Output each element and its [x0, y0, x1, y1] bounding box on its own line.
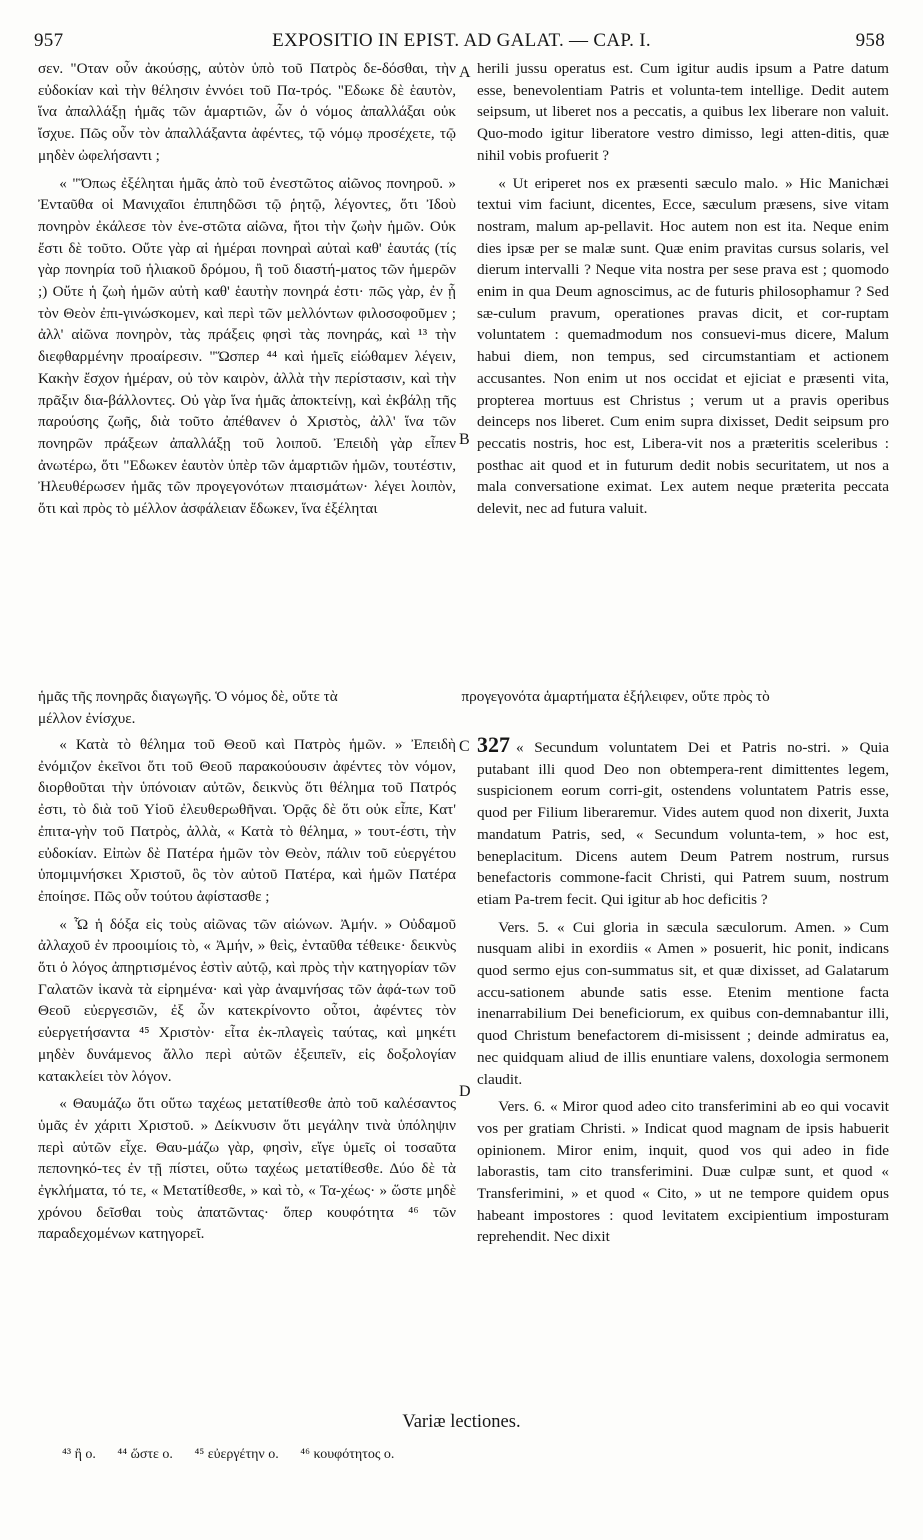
margin-letter-a: A [459, 64, 471, 81]
span-text-1: ἡμᾶς τῆς πονηρᾶς διαγωγῆς. Ὁ νόμος δὲ, οὔτε τὰ [38, 688, 338, 705]
latin-column-bottom [477, 734, 889, 1254]
variant-note: ⁴⁵ εὐεργέτην ο. [194, 1447, 279, 1462]
greek-paragraph: « Ὧ ἡ δόξα εἰς τοὺς αἰῶνας τῶν αἰώνων. Ἀμήν. » Οὐδαμοῦ ἀλλαχοῦ ἐν προοιμίοις τὸ, « Ἀμήν, » θεὶς, ἐνταῦθα τέθεικε· δεικνὺς ὅτι ὁ λόγος ἀπηρτισμένος ἐστὶν αὐτῷ, καὶ πρὸς τὴν κατηγορίαν τῶν Γαλατῶν ἱκανὰ τὰ εἰρημένα· καὶ γὰρ ἀναμνήσας τῶν ἀφά-των τοῦ Θεοῦ εὐεργεσιῶν, ἐξ ὧν κατεκρίνοντο οὗτοι, ἀφέντες τὸν εὐεργετήσαντα ⁴⁵ Χριστὸν· εἶτα ἐκ-πλαγεὶς ταύτας, καὶ μηκέτι μηδὲν δυνάμενος ἄλλο περὶ αὐτῶν ἐξειπεῖν, εἰς δοξολογίαν κατακλείει τὸν λόγον. [38, 915, 456, 1085]
variant-note: ⁴⁴ ὥστε ο. [117, 1447, 173, 1462]
latin-paragraph: Vers. 6. « Miror quod adeo cito transferimini ab eo qui vocavit vos per gratiam Christi. » Indicat quod magnam de ipsis habuerit opinionem. Miror enim, inquit, quod vos qui adeo in fide laborastis, tam cito transferimini. Duæ culpæ sunt, et quod « Transferimini, » et quod « Cito, » ut ne tempore quidem opus habeant impostores : quod levitatem excipientium imposturam reprehendit. Nec dixit [477, 1098, 889, 1246]
latin-paragraph: « Secundum voluntatem Dei et Patris no-stri. » Quia putabant illi quod Deo non obtempera-rent dimittentes legem, suspicionem eorum corri-git, ostendens voluntatem Patris esse, quod per Filium liberaremur. Vides autem quod non dixerit, Juxta mandatum Patris, sed, « Secundum volunta-tem, » hoc est, beneplacitum. Dicens autem Deum Patrem nostrum, rursus benefactoris commone-facit Christi, qui Patrem suum, nostrum etiam Pa-trem fecit. Qui igitur ab hoc deficitis ? [477, 739, 889, 908]
span-text-3: μέλλον ἐνίσχυε. [38, 709, 136, 727]
variae-lectiones-list [62, 1446, 412, 1464]
page-header [30, 30, 893, 58]
latin-paragraph: Vers. 5. « Cui gloria in sæcula sæculorum. Amen. » Cum nusquam alibi in exordiis « Amen » posuerit, hic ponit, indicans quod sermo ejus con-summatus sit, et quæ dixisset, ad Galatarum accu-sationem abunde satis esse. Etenim mentione facta inenarrabilium Dei beneficiorum, ex quibus con-demnabantur illi, quod Christum benefactorem di-misissent ; deinde admiratus ea, nec quidquam aliud de illis enuntiare valens, doxologia sermonem claudit. [477, 918, 889, 1088]
margin-letter-d: D [459, 1083, 471, 1100]
page-number-left: 957 [34, 30, 64, 51]
latin-column-top [477, 58, 889, 526]
column-number: 327 [477, 732, 510, 757]
latin-paragraph: herili jussu operatus est. Cum igitur audis ipsum a Patre datum esse, benevolentiam Patris et volunta-tem intellige. Dedit autem seipsum, ut liberet nos a peccatis, a quibus lex liberare non valuit. Quo-modo igitur liberatore vestro dimisso, legi atten-ditis, quæ nihil vobis profuerit ? [477, 60, 889, 164]
greek-paragraph: « Θαυμάζω ὅτι οὕτω ταχέως μετατίθεσθε ἀπὸ τοῦ καλέσαντος ὑμᾶς ἐν χάριτι Χριστοῦ. » Δείκνυσιν ὅτι μεγάλην τινὰ ὑπόληψιν περὶ αὐτῶν εἶχε. Θαυ-μάζω γὰρ, φησὶν, εἴγε ὑμεῖς οἱ τοσαῦτα πεπονηκό-τες ἐν τῇ πίστει, οὕτω ταχέως μετατίθεσθε. Δύο δὲ τὰ ἐγκλήματα, τό τε, « Μετατίθεσθε, » καὶ τὸ, « Τα-χέως· » ὥστε μηδὲ χρόνου δεῖσθαι τοὺς ἀπατῶντας· ὅπερ κουφότητα ⁴⁶ τῶν παραδεχομένων κατηγορεῖ. [38, 1095, 456, 1243]
greek-paragraph: « "Ὅπως ἐξέληται ἡμᾶς ἀπὸ τοῦ ἐνεστῶτος αἰῶνος πονηροῦ. » Ἐνταῦθα οἱ Μανιχαῖοι ἐπιπηδῶσι τῷ ῥητῷ, λέγοντες, ὅτι Ἰδοὺ πονηρὸν ἐκάλεσε τὸν ἐνε-στῶτα αἰῶνα, ἤτοι τὴν ζωὴν ἡμῶν. Οὐκ ἔστι δὲ τοῦτο. Οὔτε γὰρ αἱ ἡμέραι πονηραὶ αὐταὶ καθ' ἑαυτάς (τίς γὰρ πονηρία τοῦ ἡλιακοῦ δρόμου, ἢ τοῦ διαστή-ματος τῶν ἡμερῶν ;) Οὔτε ἡ ζωὴ ἡμῶν αὐτὴ καθ' ἑαυτὴν πονηρά ἐστι· πῶς γὰρ, ἐν ᾗ τὸν Θεὸν ἐπι-γινώσκομεν, καὶ περὶ τῶν μελλόντων φιλοσοφοῦμεν ; ἀλλ' αἰῶνα πονηρὸν, τὰς πράξεις φησὶ τὰς πονηράς, καὶ ¹³ τὴν διεφθαρμένην προαίρεσιν. "Ὥσπερ ⁴⁴ καὶ ἡμεῖς εἰώθαμεν λέγειν, Κακὴν ἔσχον ἡμέραν, οὐ τὸν καιρὸν, ἀλλὰ τὴν περίστασιν, καὶ τὴν πρᾶξιν δια-βάλλοντες. Οὐ γὰρ ἵνα ἡμᾶς ἀποκτείνῃ, καὶ ἐκβάλῃ τῆς παρούσης ζωῆς, διὰ τοῦτο ἀπέθανεν ὁ Χριστὸς, ἀλλ' ἵνα τῶν πονηρῶν πράξεων ἀπαλλάξῃ τοῦ λοιποῦ. Ἐπειδὴ γὰρ εἶπεν ἀνωτέρω, ὅτι "Εδωκεν ἑαυτὸν ὑπὲρ τῶν ἁμαρτιῶν ἡμῶν, τουτέστιν, Ἠλευθέρωσεν ἡμᾶς τῶν προγεγονότων πταισμάτων· λέγει λοιπὸν, ὅτι καὶ πρὸς τὸ μέλλον ἀσφάλειαν ἔδωκεν, ἵνα ἐξέληται [38, 174, 456, 518]
variae-lectiones-title: Variæ lectiones. [402, 1412, 521, 1432]
greek-column-top [38, 58, 456, 526]
greek-column-bottom [38, 734, 456, 1251]
running-title: EXPOSITIO IN EPIST. AD GALAT. — CAP. I. [272, 30, 651, 51]
greek-paragraph: σεν. "Οταν οὖν ἀκούσῃς, αὐτὸν ὑπὸ τοῦ Πατρὸς δε-δόσθαι, τὴν εὐδοκίαν καὶ τὴν θέλησιν ἐννόει τοῦ Πα-τρός. "Εδωκε δὲ ἑαυτὸν, ἵνα ἀπαλλάξῃ ἡμᾶς τῶν ἁμαρτιῶν, ὧν ὁ νόμος ἀπαλλάξαι οὐκ ἴσχυε. Πῶς οὖν τὸν ἀπαλλάξαντα ἀφέντες, τῷ νόμῳ προσέχετε, τῷ μηδὲν ὠφελήσαντι ; [38, 60, 456, 164]
latin-paragraph: « Ut eriperet nos ex præsenti sæculo malo. » Hic Manichæi textui vim faciunt, dicentes, Ecce, sæculum præsens, sive vitam nostram, malum ap-pellavit. Hoc autem non est ita. Neque enim dies ipsæ per se malæ sunt. Quæ enim pravitas cursus solaris, vel dierum intervalli ? Neque vita nostra per sese prava est ; quomodo enim in qua Deum agnoscimus, ac de futuris philosophamur ? Sed sæ-culum pravum, operationes pravas dicit, et cor-ruptam voluntatem : quemadmodum nos consuevi-mus dicere, Malum habui diem, non tempus, sed circumstantiam et actionem accusantes. Non enim ut nos occidat et ejiciat e præsenti vita, propterea mortuus est Christus ; verum ut a pravis operibus deinceps nos liberet. Cum enim supra dixisset, Dedit seipsum pro peccatis nostris, hoc est, Libera-vit nos a præteritis sceleribus : posthac ait quod et in futurum dedit nobis securitatem, ut nos a mala conversatione eximat. Lex autem neque præterita peccata delevit, nec ad futura valuit. [477, 174, 889, 518]
margin-letter-b: B [459, 431, 470, 448]
variant-note: ⁴⁶ κουφότητος ο. [300, 1447, 395, 1462]
span-text-2: προγεγονότα ἁμαρτήματα ἐξήλειφεν, οὔτε πρὸς τὸ [461, 688, 770, 705]
page-number-right: 958 [855, 30, 885, 51]
greek-spanning-line [38, 686, 886, 729]
margin-letter-c: C [459, 738, 470, 755]
greek-paragraph: « Κατὰ τὸ θέλημα τοῦ Θεοῦ καὶ Πατρὸς ἡμῶν. » Ἐπειδὴ ἐνόμιζον ἐκεῖνοι ὅτι τοῦ Θεοῦ παρακούουσιν ἀφέντες τὸν νόμον, διορθοῦται τὴν ὑπόνοιαν αὐτῶν, δεικνὺς ὅτι θέλημα τοῦ Πατρός ἐστι, τὸ διὰ τοῦ Υἱοῦ ἐλευθερωθῆναι. Ὁρᾷς δὲ ὅτι οὐκ εἶπε, Κατ' ἐπιτα-γὴν τοῦ Πατρὸς, ἀλλὰ, « Κατὰ τὸ θέλημα, » τουτ-έστι, τὴν εὐδοκίαν. Εἰπὼν δὲ Πατέρα ἡμῶν τὸν Θεὸν, πάλιν τοῦ εὐεργέτου ὑπομιμνήσκει Χριστοῦ, ὃς τὸν αὐτοῦ Πατέρα, καὶ ἡμῶν Πατέρα ἐποίησε. Πῶς οὖν τούτου ἀφίστασθε ; [38, 736, 456, 905]
variant-note: ⁴³ ἢ ο. [62, 1447, 96, 1462]
